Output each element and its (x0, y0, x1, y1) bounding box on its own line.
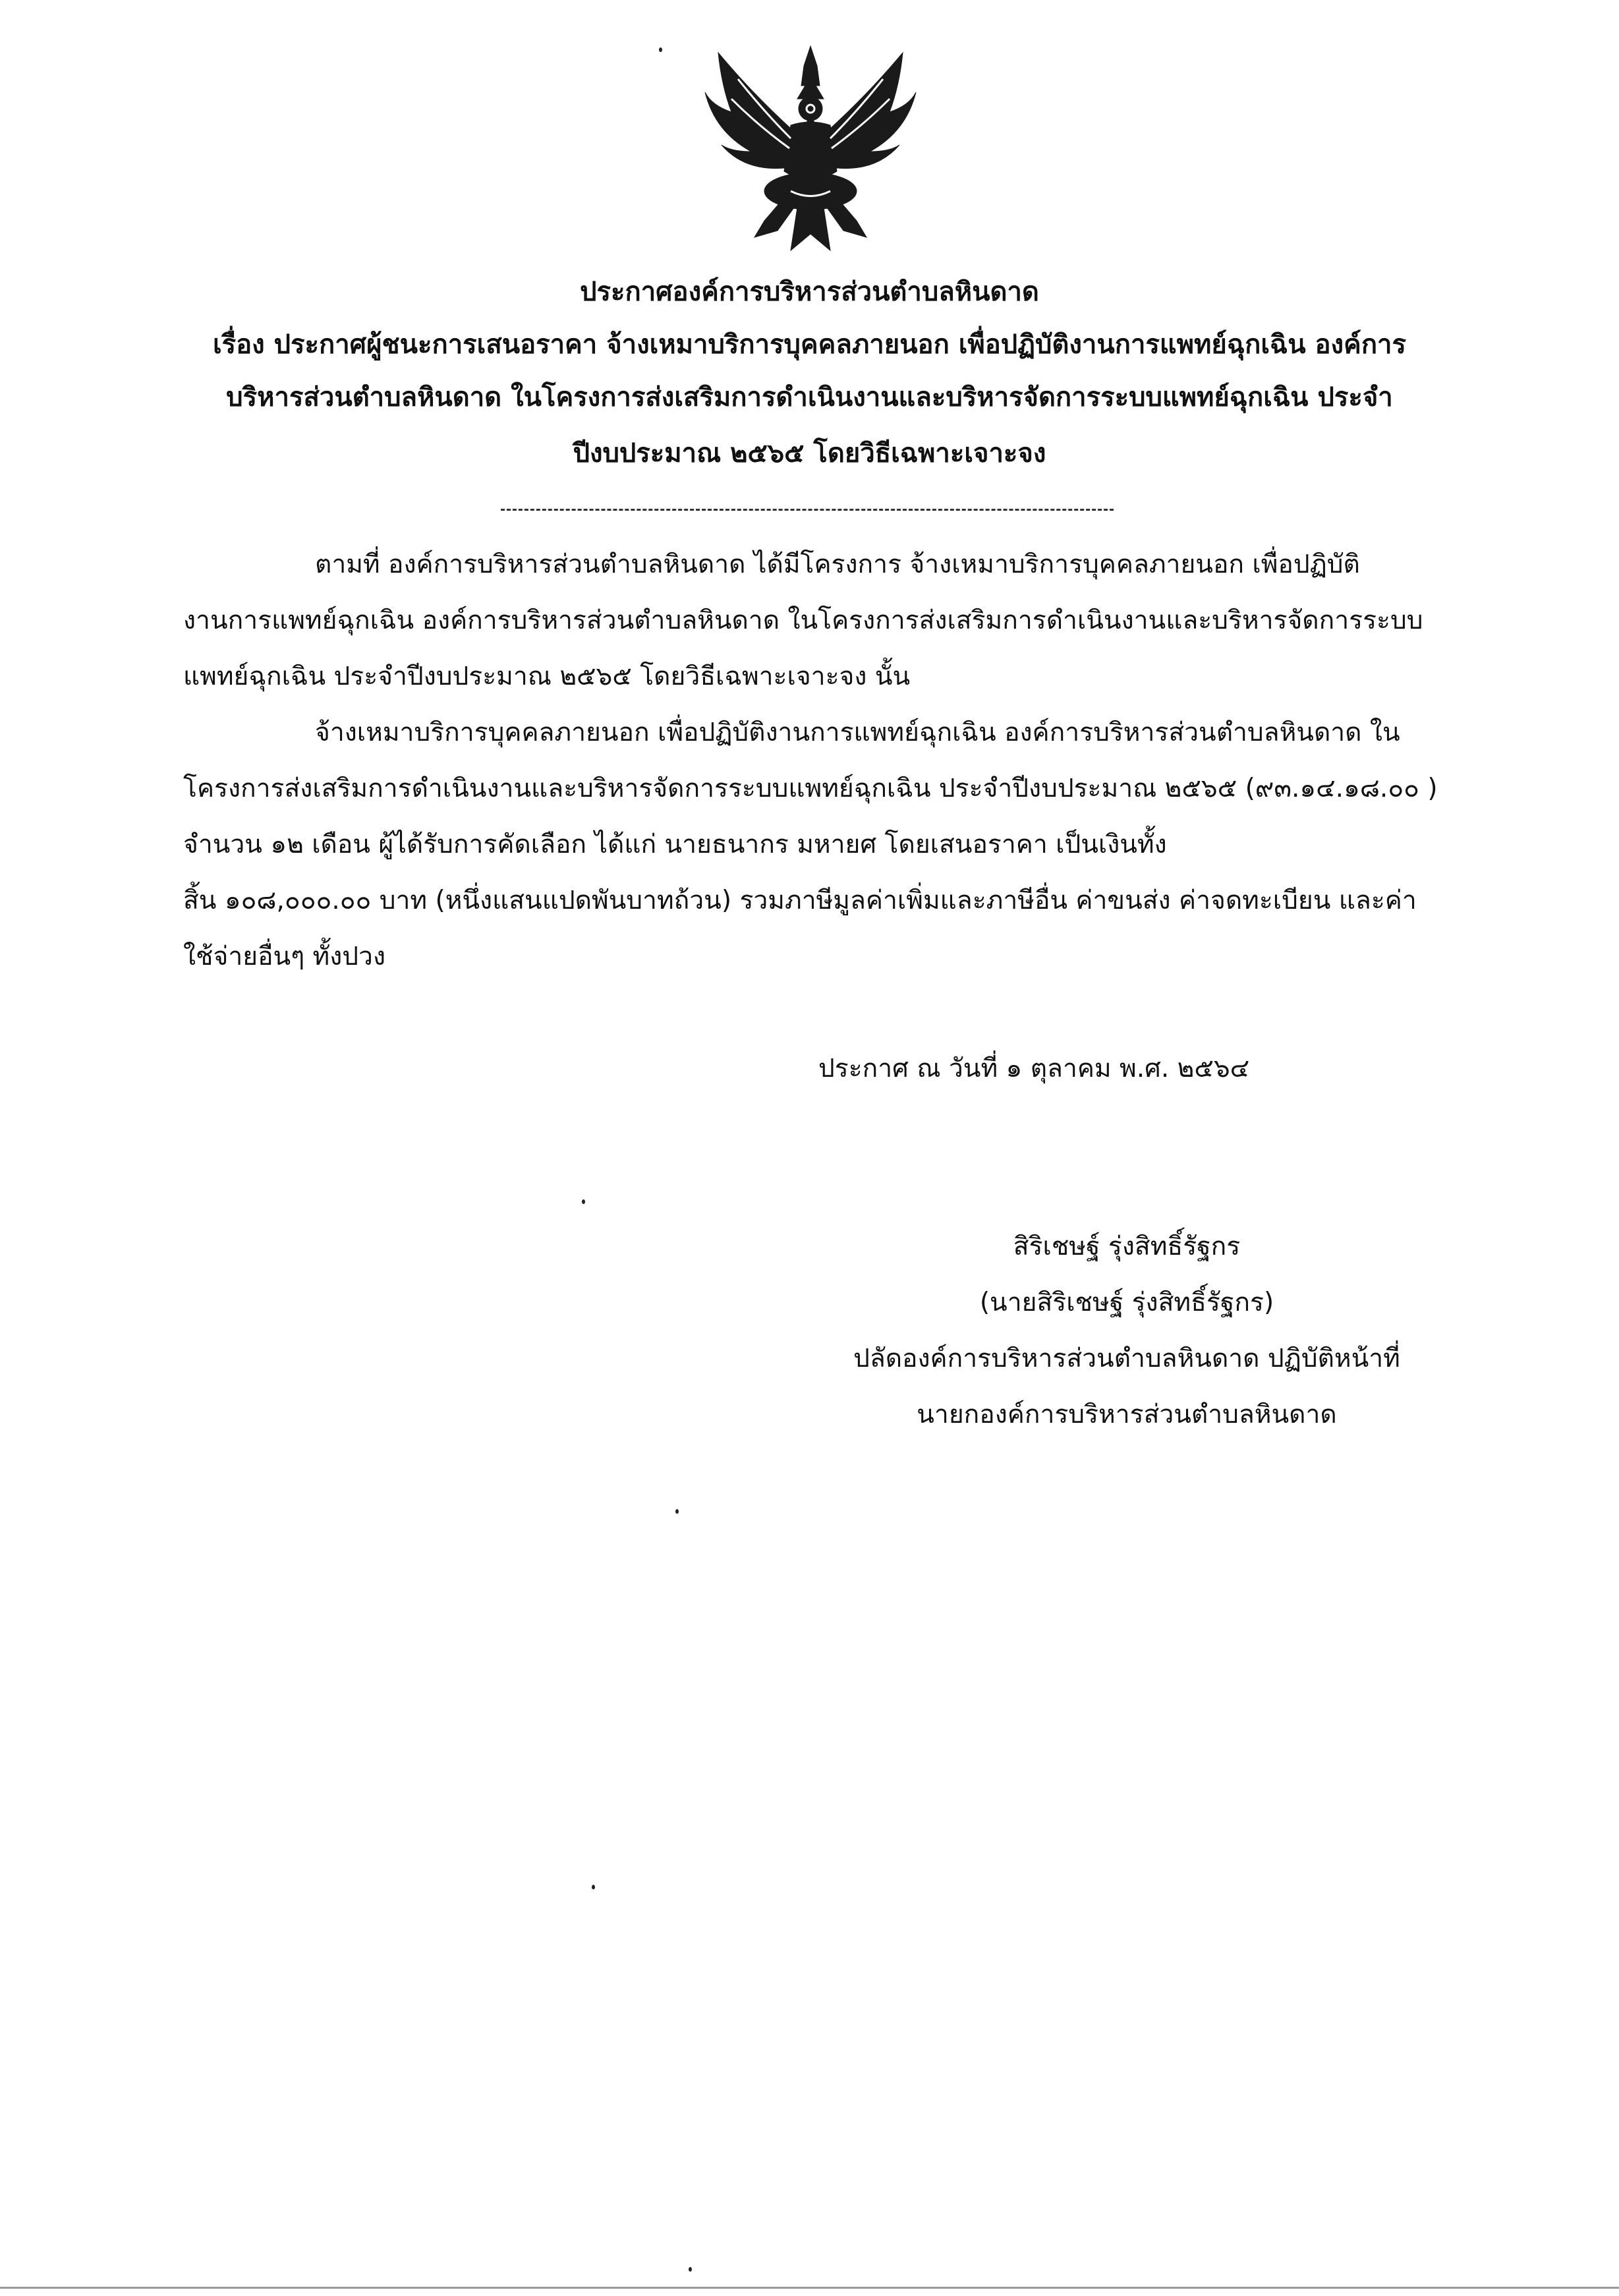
subject-line-1: เรื่อง ประกาศผู้ชนะการเสนอราคา จ้างเหมาบริการบุคคลภายนอก เพื่อปฏิบัติงานการแพทย์ฉุกเฉิน องค์การ (213, 330, 1406, 360)
scan-speck (582, 1199, 585, 1204)
signature-position-line-1: ปลัดองค์การบริหารส่วนตำบลหินดาด ปฏิบัติหน้าที่ (853, 1344, 1400, 1373)
paragraph2-line-2: โครงการส่งเสริมการดำเนินงานและบริหารจัดการระบบแพทย์ฉุกเฉิน ประจำปีงบประมาณ ๒๕๖๕ (๙๓.๑๔.๑๘.๐๐ ) (183, 774, 1438, 803)
paragraph1-line-1: ตามที่ องค์การบริหารส่วนตำบลหินดาด ได้มีโครงการ จ้างเหมาบริการบุคคลภายนอก เพื่อปฏิบัติ (315, 550, 1360, 579)
document-title: ประกาศองค์การบริหารส่วนตำบลหินดาด (580, 277, 1039, 307)
paragraph2-line-4: สิ้น ๑๐๘,๐๐๐.๐๐ บาท (หนึ่งแสนแปดพันบาทถ้วน) รวมภาษีมูลค่าเพิ่มและภาษีอื่น ค่าขนส่ง ค่าจดทะเบียน และค่า (183, 886, 1417, 915)
paragraph1-line-3: แพทย์ฉุกเฉิน ประจำปีงบประมาณ ๒๕๖๕ โดยวิธีเฉพาะเจาะจง นั้น (183, 662, 911, 691)
scan-speck (659, 47, 662, 52)
garuda-emblem-icon (692, 40, 929, 257)
signature-name-parenthesized: (นายสิริเชษฐ์ รุ่งสิทธิ์รัฐกร) (979, 1288, 1274, 1317)
scan-bottom-edge (0, 2287, 1619, 2289)
scan-speck (689, 2267, 692, 2272)
scan-speck (592, 1885, 595, 1889)
signature-position-line-2: นายกองค์การบริหารส่วนตำบลหินดาด (917, 1400, 1337, 1429)
subject-line-3: ปีงบประมาณ ๒๕๖๕ โดยวิธีเฉพาะเจาะจง (573, 438, 1046, 469)
paragraph2-line-1: จ้างเหมาบริการบุคคลภายนอก เพื่อปฏิบัติงานการแพทย์ฉุกเฉิน องค์การบริหารส่วนตำบลหินดาด ใน (315, 718, 1400, 747)
scan-speck (675, 1509, 679, 1514)
paragraph1-line-2: งานการแพทย์ฉุกเฉิน องค์การบริหารส่วนตำบลหินดาด ในโครงการส่งเสริมการดำเนินงานและบริหารจัดการระบบ (183, 606, 1423, 635)
dashed-divider (501, 509, 1114, 511)
announcement-date: ประกาศ ณ วันที่ ๑ ตุลาคม พ.ศ. ๒๕๖๔ (818, 1054, 1250, 1083)
signature-name: สิริเชษฐ์ รุ่งสิทธิ์รัฐกร (1013, 1232, 1241, 1261)
subject-line-2: บริหารส่วนตำบลหินดาด ในโครงการส่งเสริมการดำเนินงานและบริหารจัดการระบบแพทย์ฉุกเฉิน ประจำ (226, 382, 1393, 413)
paragraph2-line-5: ใช้จ่ายอื่นๆ ทั้งปวง (183, 942, 385, 971)
paragraph2-line-3: จำนวน ๑๒ เดือน ผู้ได้รับการคัดเลือก ได้แก่ นายธนากร มหายศ โดยเสนอราคา เป็นเงินทั้ง (183, 830, 1167, 859)
